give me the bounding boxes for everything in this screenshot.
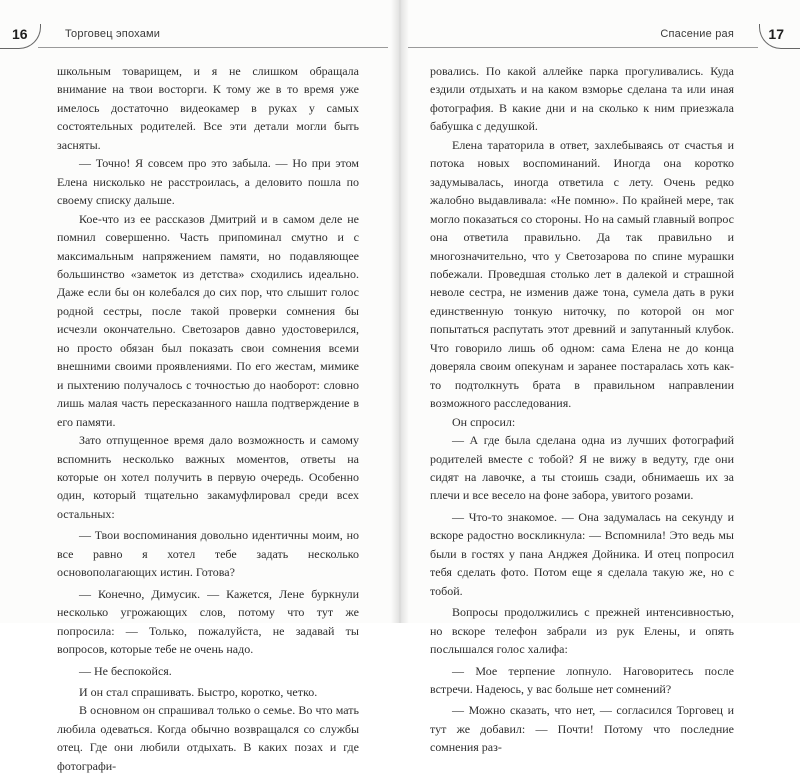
body-paragraph: — Конечно, Димусик. — Кажется, Лене буркнули несколько угрожающих слов, потому что тут же попросила: — Только, пожалуйста, не задавай ты вопросов, которые тебе не очень надо.: [57, 586, 359, 657]
header-rule: [408, 47, 758, 48]
body-paragraph: Кое-что из ее рассказов Дмитрий и в самом деле не помнил совершенно. Часть припоминал смутно и с максимальным напряжением памяти, но подавляющее большинство «заметок из детства» сходились идеально. Даже если бы он колебался до сих пор, что слышит голос родной сестры, после такой проверки сомнения бы исчезли окончательно. Светозаров давно удостоверился, но просто обязан был показать свои сомнения всеми внешними своими проявлениями. По его жестам, мимике и пыхтению получалось с точностью до наоборот: словно лишь малая часть пересказанного нашла подтверждение в его памяти.: [57, 211, 359, 429]
page-number: 17: [768, 26, 784, 42]
body-paragraph: школьным товарищем, и я не слишком обращала внимание на твои восторги. К тому же в то время уже имелось достаточно видеокамер в руках у самых состоятельных родителей. Все эти детали могли быть засняты.: [57, 64, 359, 152]
header-rule: [38, 47, 388, 48]
page-number-ornament: [759, 24, 800, 49]
right-page: [400, 0, 800, 755]
body-paragraph: В основном он спрашивал только о семье. Во что мать любила одеваться. Когда обычно возвращался со службы отец. Где они любили отдыхать. В каких позах и где фотографи-: [57, 703, 359, 773]
body-paragraph: Зато отпущенное время дало возможность и самому вспомнить несколько важных моментов, ответы на которые он хотел получить в первую очередь. Особенно один, который тщательно закамуфлировал среди всех остальных:: [57, 433, 359, 521]
running-head: Спасение рая: [660, 28, 734, 40]
running-head: Торговец эпохами: [65, 28, 161, 40]
body-paragraph: — Можно сказать, что нет, — согласился Торговец и тут же добавил: — Почти! Потому что последние сомнения раз-: [430, 703, 734, 755]
body-paragraph: — Не беспокойся.: [79, 663, 172, 678]
body-paragraph: ровались. По какой аллейке парка прогуливались. Куда ездили отдыхать и на каком взморье сделана та или иная фотография. В какие дни и на сколько к ним приезжала бабушка с дедушкой.: [430, 64, 734, 134]
body-paragraph: — Что-то знакомое. — Она задумалась на секунду и вскоре радостно воскликнула: — Вспомнила! Это ведь мы были в гостях у пана Анджея Дойника. И отец попросил тебя сделать фото. Потом еще я сделала такую же, но с тобой.: [430, 509, 734, 598]
right-page-header: [408, 24, 792, 50]
book-gutter: [391, 0, 409, 623]
right-page-text: [430, 62, 734, 757]
page-number: 16: [12, 26, 28, 42]
body-paragraph: Он спросил:: [452, 414, 516, 429]
body-paragraph: — А где была сделана одна из лучших фотографий родителей вместе с тобой? Я не вижу в ведуту, где они сидят на лавочке, а ты стоишь сзади, обнимаешь их за плечи и все весело на фоне забора, увитого розами.: [430, 433, 734, 503]
left-page-header: [8, 24, 388, 50]
body-paragraph: — Точно! Я совсем про это забыла. — Но при этом Елена нисколько не расстроилась, а деловито пошла по своему списку дальше.: [57, 156, 359, 208]
left-page-text: [57, 62, 359, 775]
body-paragraph: — Мое терпение лопнуло. Наговоритесь после встречи. Надеюсь, у вас больше нет сомнений?: [430, 663, 734, 696]
body-paragraph: Вопросы продолжились с прежней интенсивностью, но вскоре телефон забрали из рук Елены, и опять послышался голос халифа:: [430, 605, 734, 657]
left-page: [0, 0, 400, 773]
body-paragraph: — Твои воспоминания довольно идентичны моим, но все равно я хотел тебе задать несколько основополагающих истин. Готова?: [57, 528, 359, 580]
body-paragraph: Елена тараторила в ответ, захлебываясь от счастья и потока новых воспоминаний. Иногда она коротко задумывалась, иногда ответила с лету. Очень редко жалобно выдавливала: «Не помню». По крайней мере, так могло показаться со стороны. Но на самый главный вопрос она ответила правильно. Да так правильно и многозначительно, что у Светозарова по спине мурашки побежали. Проведшая столько лет в далекой и страшной неволе сестра, не изменив даже тона, сумела дать в руки единственную тонкую ниточку, по которой он мог попытаться распутать этот древний и запутанный клубок. Что говорило лишь об одном: сама Елена не до конца доверяла своим опекунам и заранее постаралась хоть как-то подтолкнуть брата в правильном направлении возможного расследования.: [430, 137, 734, 411]
body-paragraph: И он стал спрашивать. Быстро, коротко, четко.: [79, 684, 318, 699]
